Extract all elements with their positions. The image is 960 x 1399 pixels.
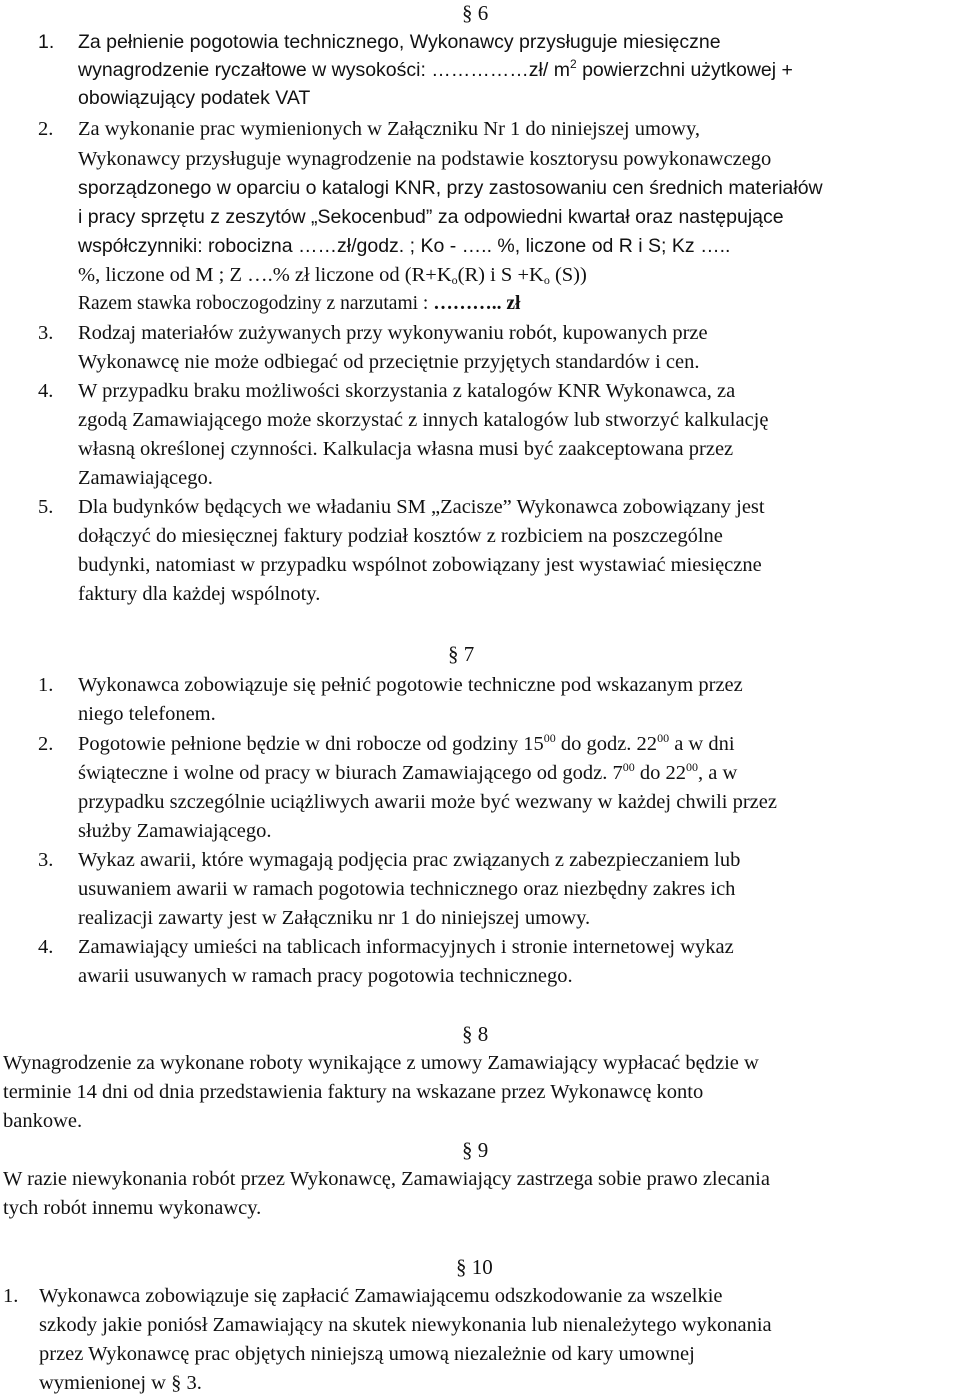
s7-item-3-text: usuwaniem awarii w ramach pogotowia technicznego oraz niezbędny zakres ich [78, 878, 736, 900]
s7-item-2-text: świąteczne i wolne od pracy w biurach Zamawiającego od godz. $7^{00}$ do $22^{00}$, a w [78, 760, 738, 784]
s8-text: Wynagrodzenie za wykonane roboty wynikające z umowy Zamawiający wypłacać będzie w [3, 1052, 759, 1074]
s7-item-4-number: 4. [38, 936, 54, 958]
s6-item-3-text: Rodzaj materiałów zużywanych przy wykonywaniu robót, kupowanych prze [78, 322, 708, 344]
s6-item-4-number: 4. [38, 380, 54, 402]
s6-item-4-text: Zamawiającego. [78, 467, 213, 489]
s6-item-1-text: obowiązujący podatek VAT [78, 87, 311, 109]
s6-item-4-text: W przypadku braku możliwości skorzystania z katalogów KNR Wykonawca, za [78, 380, 736, 402]
s6-item-4-text: zgodą Zamawiającego może skorzystać z innych katalogów lub stworzyć kalkulację [78, 409, 769, 431]
s10-item-1-text: Wykonawca zobowiązuje się zapłacić Zamawiającemu odszkodowanie za wszelkie [39, 1285, 723, 1307]
s7-item-2-text: przypadku szczególnie uciążliwych awarii może być wezwany w każdej chwili przez [78, 791, 777, 813]
s8-text: terminie 14 dni od dnia przedstawienia faktury na wskazane przez Wykonawcę konto [3, 1081, 704, 1103]
s6-item-2-text: Wykonawcy przysługuje wynagrodzenie na podstawie kosztorysu powykonawczego [78, 148, 772, 170]
section-number: 8 [477, 1022, 489, 1046]
s7-item-1-number: 1. [38, 674, 54, 696]
section-number: 9 [477, 1138, 489, 1162]
s7-item-1-text: Wykonawca zobowiązuje się pełnić pogotowie techniczne pod wskazanym przez [78, 674, 743, 696]
s6-item-5-text: Dla budynków będących we władaniu SM „Zacisze” Wykonawca zobowiązany jest [78, 496, 765, 518]
s6-item-5-text: budynki, natomiast w przypadku wspólnot zobowiązany jest wystawiać miesięczne [78, 554, 762, 576]
s6-item-1-number: 1. [38, 31, 55, 53]
section-symbol: § [448, 642, 459, 666]
s6-item-1-text: Za pełnienie pogotowia technicznego, Wykonawcy przysługuje miesięczne [78, 31, 721, 53]
s9-text: W razie niewykonania robót przez Wykonawcę, Zamawiający zastrzega sobie prawo zlecania [3, 1168, 770, 1190]
section-symbol: § [456, 1255, 467, 1279]
section-9-heading [462, 1137, 488, 1163]
section-8-heading [462, 1021, 488, 1047]
s7-item-4-text: awarii usuwanych w ramach pracy pogotowia technicznego. [78, 965, 573, 987]
section-number: 10 [471, 1255, 493, 1279]
s10-item-1-text: wymienionej w § 3. [39, 1372, 202, 1394]
s10-item-1-text: przez Wykonawcę prac objętych niniejszą umową niezależnie od kary umownej [39, 1343, 695, 1365]
s7-item-2-number: 2. [38, 733, 54, 755]
section-number: 7 [463, 642, 475, 666]
s6-item-5-text: faktury dla każdej wspólnoty. [78, 583, 321, 605]
section-symbol: § [462, 1022, 473, 1046]
s7-item-3-text: Wykaz awarii, które wymagają podjęcia prac związanych z zabezpieczaniem lub [78, 849, 741, 871]
s7-item-3-text: realizacji zawarty jest w Załączniku nr 1 do niniejszej umowy. [78, 907, 591, 929]
s6-item-2-text: Za wykonanie prac wymienionych w Załączniku Nr 1 do niniejszej umowy, [78, 118, 701, 140]
s6-item-2-number: 2. [38, 118, 54, 140]
section-6-heading [462, 0, 488, 26]
section-7-heading [448, 641, 474, 667]
s7-item-2-text: Pogotowie pełnione będzie w dni robocze od godziny $15^{00}$ do godz. $22^{00}$ a w dni [78, 731, 735, 755]
s7-item-1-text: niego telefonem. [78, 703, 216, 725]
section-number: 6 [477, 1, 489, 25]
s8-text: bankowe. [3, 1110, 83, 1132]
section-10-heading [456, 1254, 493, 1280]
s6-item-1-text: wynagrodzenie ryczałtowe w wysokości: ……………zł/ $m^2$ powierzchni użytkowej + [78, 57, 793, 81]
s6-item-3-text: Wykonawcę nie może odbiegać od przeciętnie przyjętych standardów i cen. [78, 351, 700, 373]
s7-item-2-text: służby Zamawiającego. [78, 820, 272, 842]
s6-item-2-text: %, liczone od M ; Z ….% zł liczone od ($R+K_o(R)$ i $S +K_o$ (S)) [78, 264, 587, 287]
s10-item-1-text: szkody jakie poniósł Zamawiający na skutek niewykonania lub nienależytego wykonania [39, 1314, 772, 1336]
s6-item-2-text: sporządzonego w oparciu o katalogi KNR, przy zastosowaniu cen średnich materiałów [78, 177, 823, 199]
s7-item-3-number: 3. [38, 849, 54, 871]
s10-item-1-number: 1. [3, 1285, 19, 1307]
s6-item-2-text: współczynniki: robocizna ……zł/godz. ; Ko - ….. %, liczone od R i S; Kz ….. [78, 235, 731, 257]
s6-item-4-text: własną określonej czynności. Kalkulacja własna musi być zaakceptowana przez [78, 438, 734, 460]
s6-item-2-text: i pracy sprzętu z zeszytów „Sekocenbud” za odpowiedni kwartał oraz następujące [78, 206, 784, 228]
s6-item-2-text: Razem stawka roboczogodziny z narzutami : ……….. zł [78, 293, 521, 314]
s6-item-5-number: 5. [38, 496, 54, 518]
section-symbol: § [462, 1138, 473, 1162]
s7-item-4-text: Zamawiający umieści na tablicach informacyjnych i stronie internetowej wykaz [78, 936, 734, 958]
s6-item-5-text: dołączyć do miesięcznej faktury podział kosztów z rozbiciem na poszczególne [78, 525, 723, 547]
s9-text: tych robót innemu wykonawcy. [3, 1197, 262, 1219]
section-symbol: § [462, 1, 473, 25]
s6-item-3-number: 3. [38, 322, 54, 344]
